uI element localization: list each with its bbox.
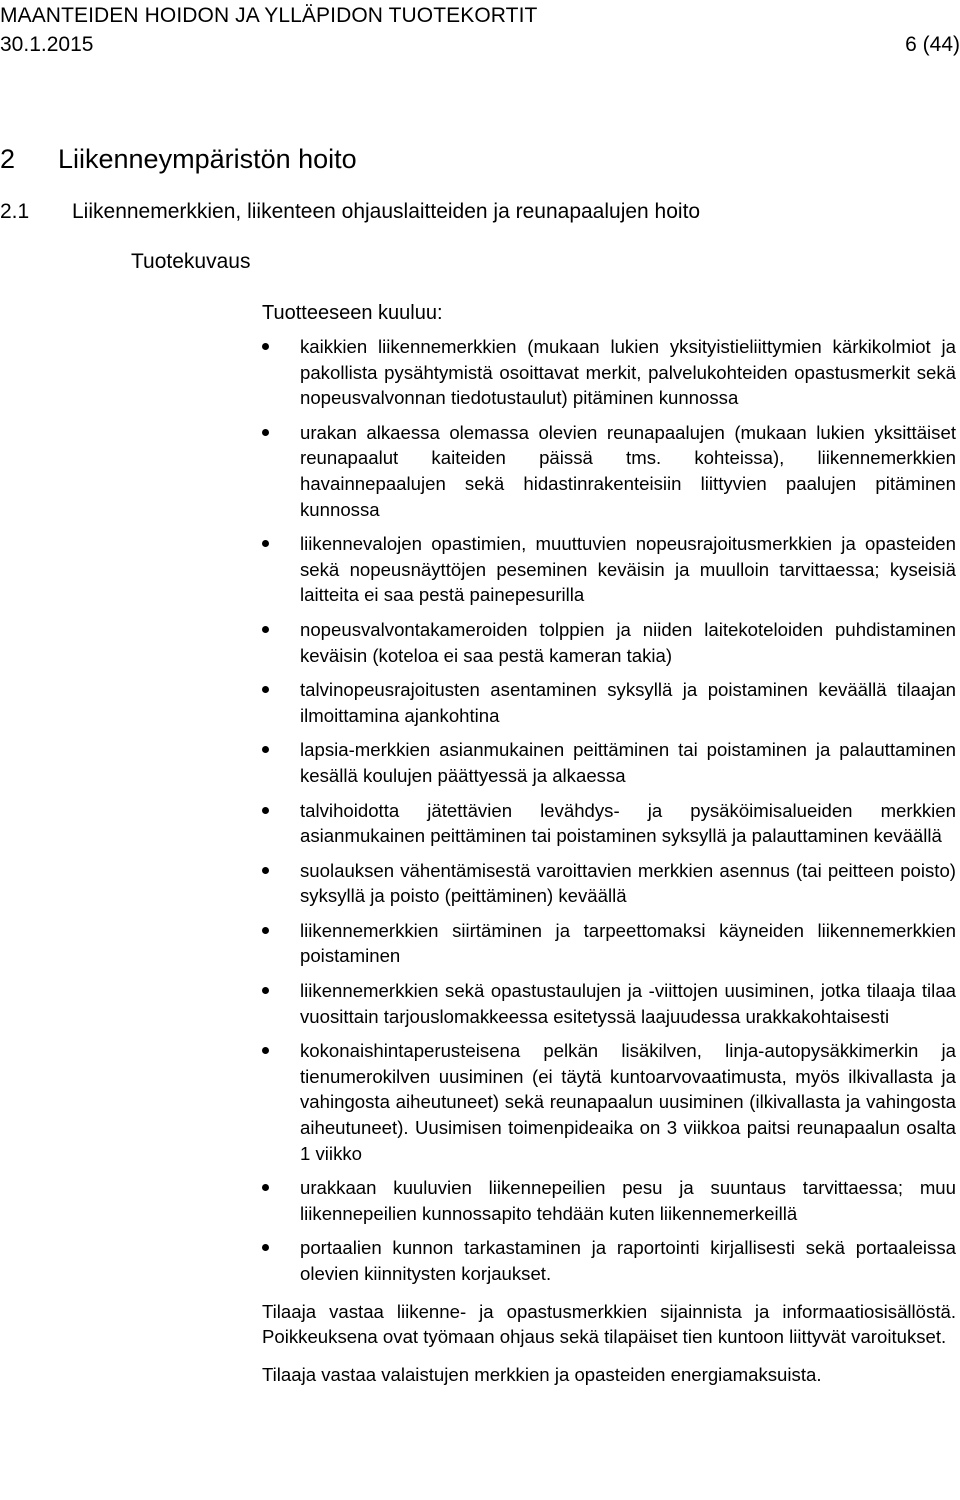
list-item-text: talvinopeusrajoitusten asentaminen syksyllä ja poistaminen keväällä tilaajan ilmoittamina ajankohtina <box>300 679 956 726</box>
list-item-text: liikennemerkkien sekä opastustaulujen ja -viittojen uusiminen, jotka tilaaja tilaa vuosittain tarjouslomakkeessa esitetyssä laajuudessa urakkakohtaisesti <box>300 980 956 1027</box>
bullet-icon <box>262 867 269 874</box>
bullet-icon <box>262 1184 269 1191</box>
list-item-text: kokonaishintaperusteisena pelkän lisäkilven, linja-autopysäkkimerkin ja tienumerokilven uusiminen (ei täytä kuntoarvovaatimusta, myös ilkivallasta ja vahingosta aiheutuneet) sekä reunapaalun uusiminen (ilkivallasta ja vahingosta aiheutuneet). Uusimisen toimenpideaika on 3 viikkoa paitsi reunapaalun osalta 1 viikko <box>300 1040 956 1164</box>
list-item <box>262 531 956 608</box>
list-item-text: kaikkien liikennemerkkien (mukaan lukien yksityistieliittymien kärkikolmiot ja pakollista pysähtymistä osoittavat merkit, palvelukohteiden opastusmerkit sekä nopeusvalvonnan tiedotustaulut) pitäminen kunnossa <box>300 336 956 409</box>
subsection-heading <box>0 199 700 225</box>
bullet-icon <box>262 686 269 693</box>
list-item <box>262 737 956 788</box>
bullet-icon <box>262 987 269 994</box>
subsection-title: Liikennemerkkien, liikenteen ohjauslaitteiden ja reunapaalujen hoito <box>72 200 701 223</box>
list-item <box>262 617 956 668</box>
section-number: 2 <box>0 144 16 174</box>
list-item <box>262 420 956 522</box>
bullet-icon <box>262 807 269 814</box>
list-item-text: talvihoidotta jätettävien levähdys- ja pysäköimisalueiden merkkien asianmukainen peittäminen tai poistaminen syksyllä ja palauttaminen keväällä <box>300 799 956 847</box>
body-paragraph: Tilaaja vastaa valaistujen merkkien ja opasteiden energiamaksuista. <box>262 1363 822 1385</box>
subsection-number: 2.1 <box>0 200 30 223</box>
list-item <box>262 858 956 909</box>
bullet-icon <box>262 540 269 547</box>
bullet-icon <box>262 1244 269 1251</box>
bullet-icon <box>262 746 269 753</box>
included-items-list <box>262 334 956 1287</box>
section-heading <box>0 143 357 175</box>
product-description-heading: Tuotekuvaus <box>131 250 251 273</box>
bullet-icon <box>262 429 269 436</box>
page-number: 6 (44) <box>905 33 960 56</box>
list-item-text: liikennevalojen opastimien, muuttuvien nopeusrajoitusmerkkien ja opasteiden sekä nopeusnäyttöjen peseminen keväisin ja muulloin tarvittaessa; kyseisiä laitteita ei saa pestä painepesurilla <box>300 533 956 606</box>
list-item-text: suolauksen vähentämisestä varoittavien merkkien asennus (tai peitteen poisto) syksyllä ja poisto (peittäminen) keväällä <box>300 859 956 907</box>
list-item <box>262 978 956 1029</box>
list-item-text: urakan alkaessa olemassa olevien reunapaalujen (mukaan lukien yksittäiset reunapaalut kaiteiden päissä tms. kohteissa), liikennemerkkien havainnepaalujen sekä hidastinrakenteisiin liittyvien paalujen pitäminen kunnossa <box>300 421 956 520</box>
list-item <box>262 1175 956 1226</box>
bullet-icon <box>262 927 269 934</box>
document-title: MAANTEIDEN HOIDON JA YLLÄPIDON TUOTEKORTIT <box>0 4 538 27</box>
list-item <box>262 334 956 411</box>
bullet-icon <box>262 343 269 350</box>
list-item <box>262 918 956 969</box>
document-date: 30.1.2015 <box>0 33 94 56</box>
list-item-text: lapsia-merkkien asianmukainen peittäminen tai poistaminen ja palauttaminen kesällä koulujen päättyessä ja alkaessa <box>300 739 956 786</box>
section-title: Liikenneympäristön hoito <box>58 144 357 174</box>
list-item <box>262 677 956 728</box>
body-paragraph: Tilaaja vastaa liikenne- ja opastusmerkkien sijainnista ja informaatiosisällöstä. Poikkeuksena ovat työmaan ohjaus sekä tilapäiset tien kuntoon liittyvät varoitukset. <box>262 1300 956 1348</box>
includes-heading: Tuotteeseen kuuluu: <box>262 302 443 324</box>
list-item <box>262 798 956 849</box>
main-content <box>262 300 956 1387</box>
bullet-icon <box>262 626 269 633</box>
bullet-icon <box>262 1047 269 1054</box>
list-item <box>262 1235 956 1286</box>
list-item <box>262 1038 956 1166</box>
list-item-text: liikennemerkkien siirtäminen ja tarpeettomaksi käyneiden liikennemerkkien poistaminen <box>300 919 956 967</box>
list-item-text: nopeusvalvontakameroiden tolppien ja niiden laitekoteloiden puhdistaminen keväisin (koteloa ei saa pestä kameran takia) <box>300 618 956 666</box>
list-item-text: portaalien kunnon tarkastaminen ja raportointi kirjallisesti sekä portaaleissa olevien kiinnitysten korjaukset. <box>300 1237 956 1284</box>
list-item-text: urakkaan kuuluvien liikennepeilien pesu ja suuntaus tarvittaessa; muu liikennepeilien kunnossapito tehdään kuten liikennemerkeillä <box>300 1177 956 1224</box>
